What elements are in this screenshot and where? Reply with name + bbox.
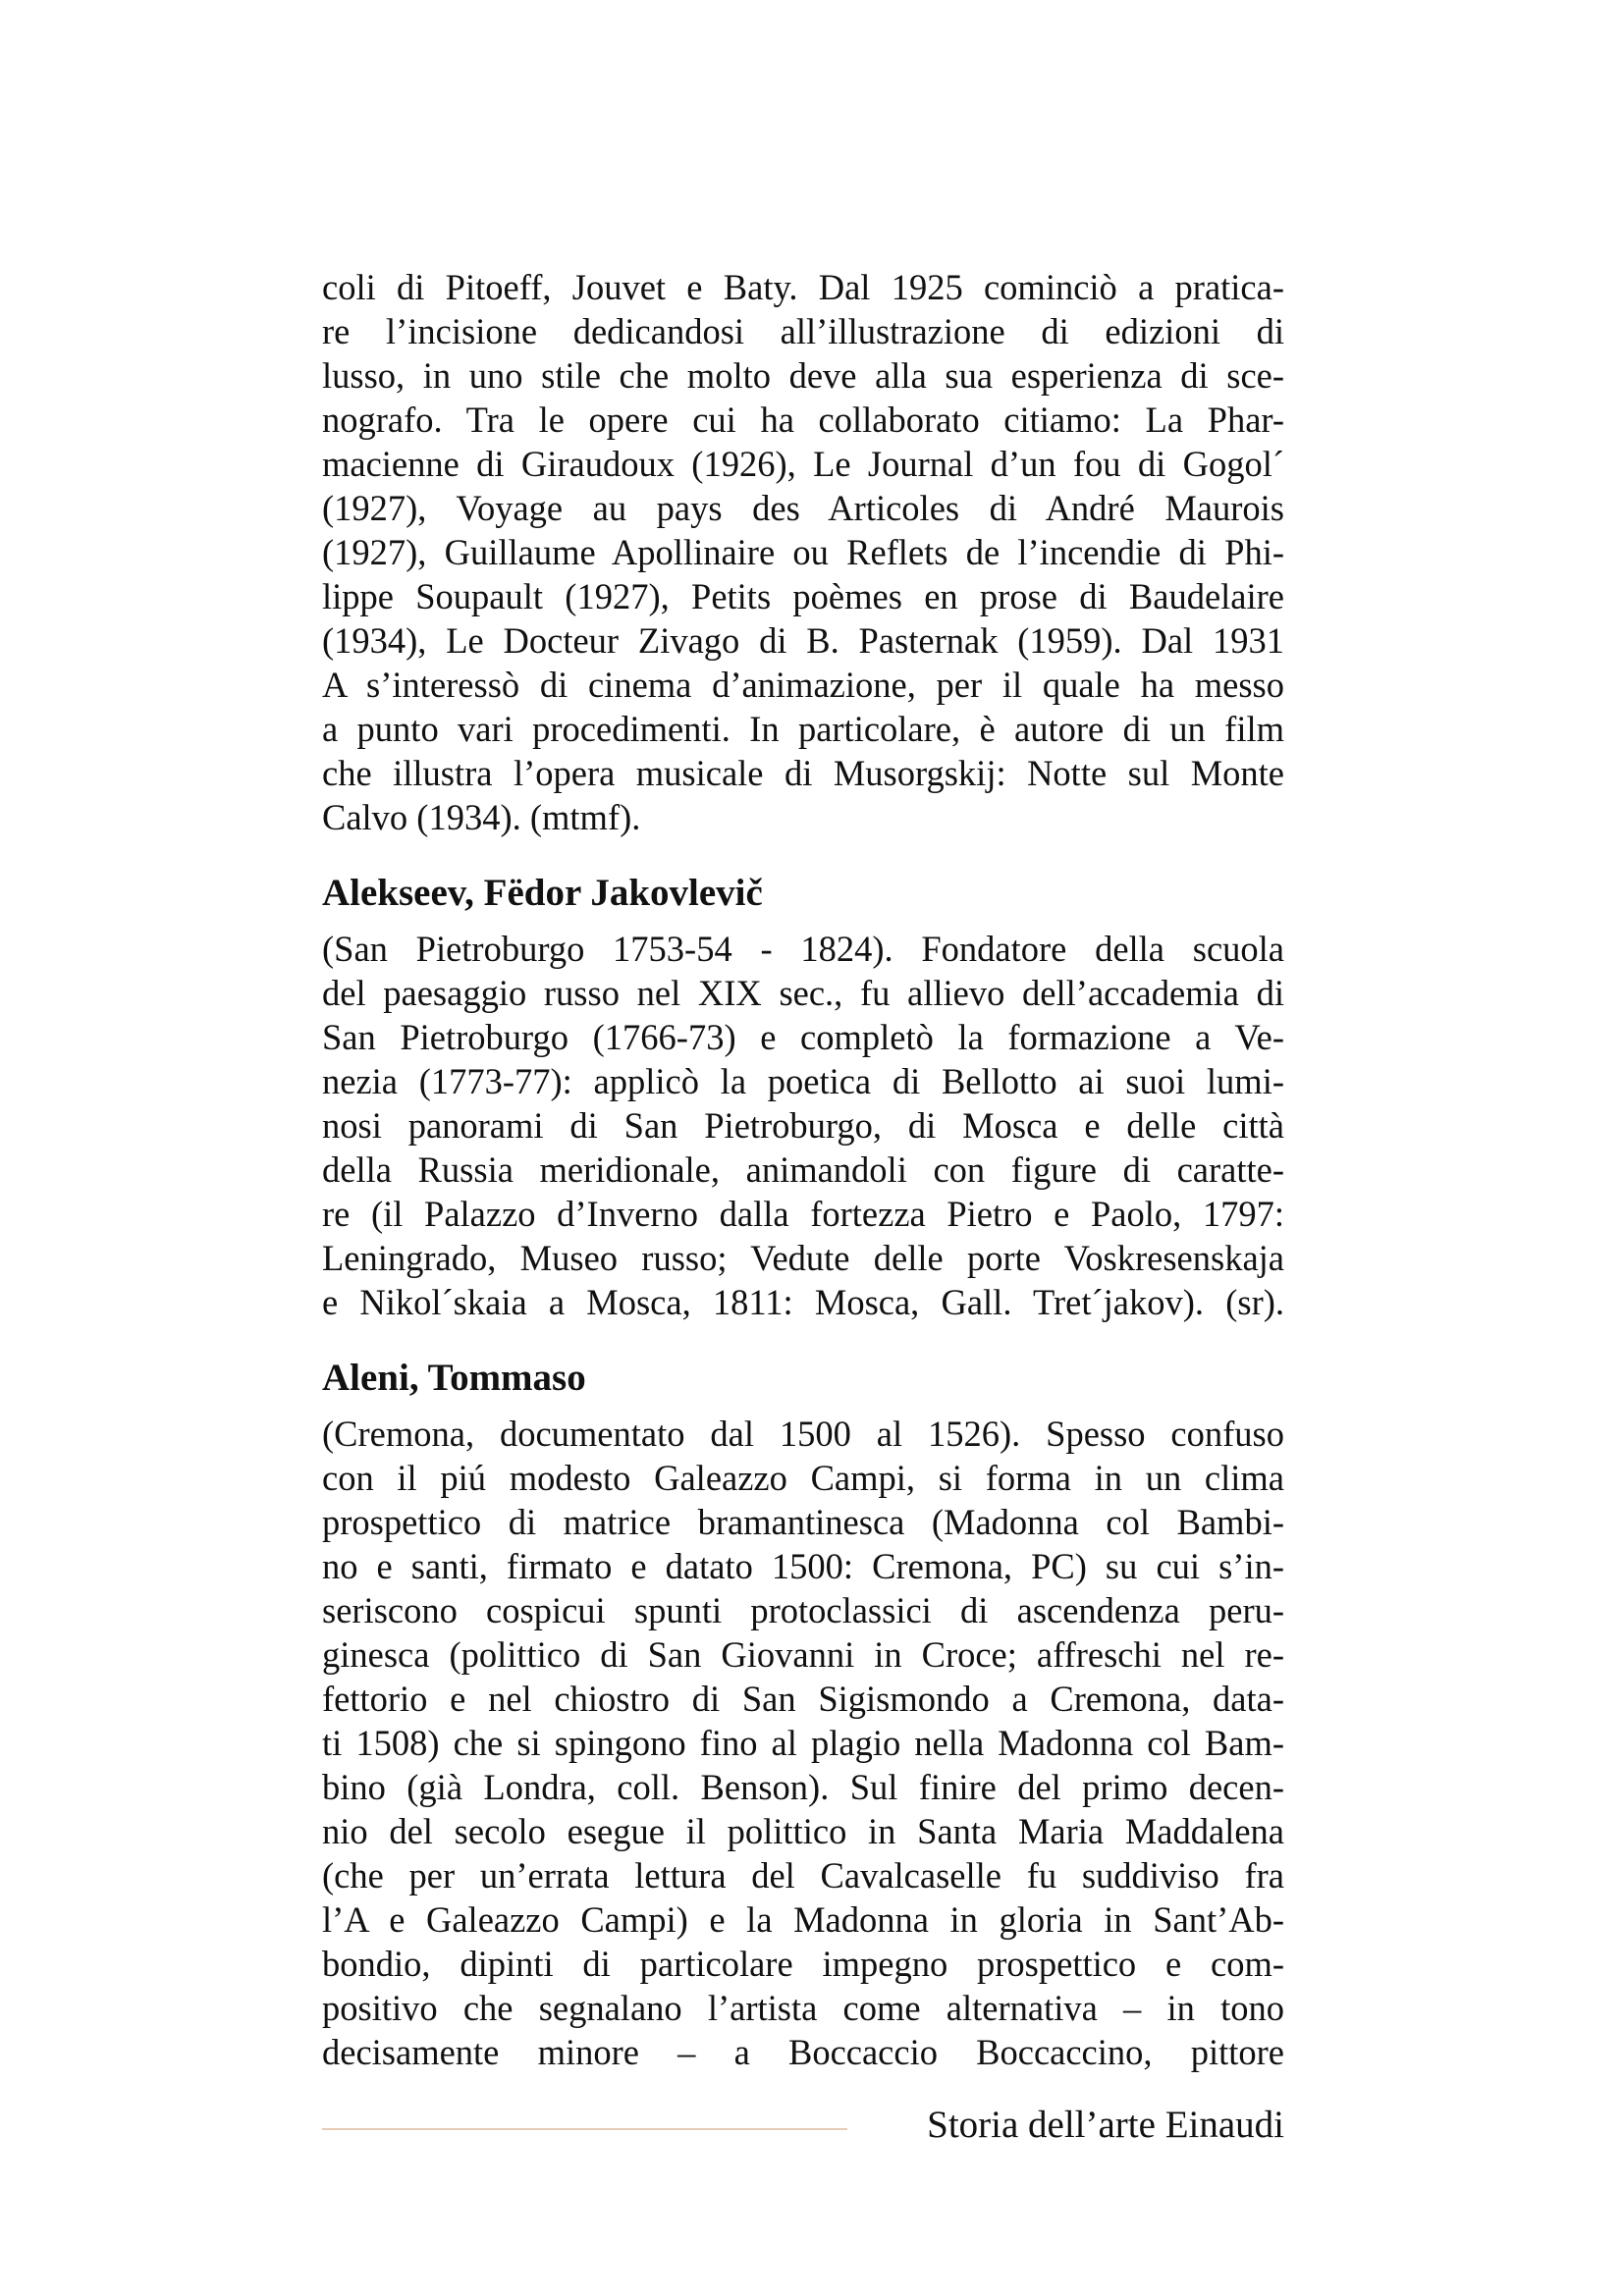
text-line: prospettico di matrice bramantinesca (Madonna col Bambi-	[322, 1502, 1284, 1542]
text-line: decisamente minore – a Boccaccio Boccaccino, pittore	[322, 2032, 1284, 2072]
text-line: ginesca (polittico di San Giovanni in Croce; affreschi nel re-	[322, 1634, 1284, 1675]
text-line: nografo. Tra le opere cui ha collaborato citiamo: La Phar-	[322, 400, 1284, 440]
text-line: A s’interessò di cinema d’animazione, per il quale ha messo	[322, 665, 1284, 705]
text-line: della Russia meridionale, animandoli con figure di caratte-	[322, 1149, 1284, 1190]
text-line: re (il Palazzo d’Inverno dalla fortezza Pietro e Paolo, 1797:	[322, 1194, 1284, 1234]
entry-heading: Aleni, Tommaso	[322, 1357, 586, 1399]
text-line: l’A e Galeazzo Campi) e la Madonna in gloria in Sant’Ab-	[322, 1899, 1284, 1940]
text-line: con il piú modesto Galeazzo Campi, si forma in un clima	[322, 1458, 1284, 1498]
text-line: ti 1508) che si spingono fino al plagio nella Madonna col Bam-	[322, 1723, 1284, 1763]
text-line: bino (già Londra, coll. Benson). Sul finire del primo decen-	[322, 1767, 1284, 1807]
text-line: (1927), Guillaume Apollinaire ou Reflets de l’incendie di Phi-	[322, 532, 1284, 572]
entry-aleni	[322, 1356, 1284, 2074]
text-line: bondio, dipinti di particolare impegno prospettico e com-	[322, 1944, 1284, 1984]
text-line: e Nikol´skaia a Mosca, 1811: Mosca, Gall. Tret´jakov). (sr).	[322, 1282, 1284, 1322]
text-line: Leningrado, Museo russo; Vedute delle porte Voskresenskaja	[322, 1238, 1284, 1278]
text-line: lippe Soupault (1927), Petits poèmes en prose di Baudelaire	[322, 576, 1284, 616]
footer-title: Storia dell’arte Einaudi	[927, 2104, 1284, 2146]
text-line: nosi panorami di San Pietroburgo, di Mosca e delle città	[322, 1105, 1284, 1146]
intro-paragraph	[322, 265, 1284, 839]
text-line: nio del secolo esegue il polittico in Santa Maria Maddalena	[322, 1811, 1284, 1851]
text-line: re l’incisione dedicandosi all’illustrazione di edizioni di	[322, 311, 1284, 351]
text-line: nezia (1773-77): applicò la poetica di Bellotto ai suoi lumi-	[322, 1061, 1284, 1101]
document-page	[322, 265, 1284, 2074]
text-line: Calvo (1934). (mtmf).	[322, 797, 641, 837]
entry-heading: Alekseev, Fëdor Jakovlevič	[322, 872, 763, 914]
text-line: del paesaggio russo nel XIX sec., fu allievo dell’accademia di	[322, 973, 1284, 1013]
text-line: seriscono cospicui spunti protoclassici di ascendenza peru-	[322, 1590, 1284, 1630]
text-line: San Pietroburgo (1766-73) e completò la formazione a Ve-	[322, 1017, 1284, 1057]
text-line: a punto vari procedimenti. In particolare, è autore di un film	[322, 709, 1284, 749]
text-line: fettorio e nel chiostro di San Sigismondo a Cremona, data-	[322, 1679, 1284, 1719]
text-line: macienne di Giraudoux (1926), Le Journal d’un fou di Gogol´	[322, 444, 1284, 484]
text-line: positivo che segnalano l’artista come alternativa – in tono	[322, 1988, 1284, 2028]
text-line: (San Pietroburgo 1753-54 - 1824). Fondatore della scuola	[322, 929, 1284, 969]
footer-rule	[322, 2128, 847, 2130]
entry-alekseev	[322, 871, 1284, 1324]
text-line: lusso, in uno stile che molto deve alla sua esperienza di sce-	[322, 355, 1284, 396]
text-line: no e santi, firmato e datato 1500: Cremona, PC) su cui s’in-	[322, 1546, 1284, 1586]
text-line: che illustra l’opera musicale di Musorgskij: Notte sul Monte	[322, 753, 1284, 793]
page-footer	[322, 2101, 1284, 2150]
text-line: (che per un’errata lettura del Cavalcaselle fu suddiviso fra	[322, 1855, 1284, 1896]
text-line: (1934), Le Docteur Zivago di B. Pasternak (1959). Dal 1931	[322, 620, 1284, 661]
text-line: (1927), Voyage au pays des Articoles di André Maurois	[322, 488, 1284, 528]
text-line: (Cremona, documentato dal 1500 al 1526). Spesso confuso	[322, 1414, 1284, 1454]
text-line: coli di Pitoeff, Jouvet e Baty. Dal 1925 cominciò a pratica-	[322, 267, 1284, 307]
